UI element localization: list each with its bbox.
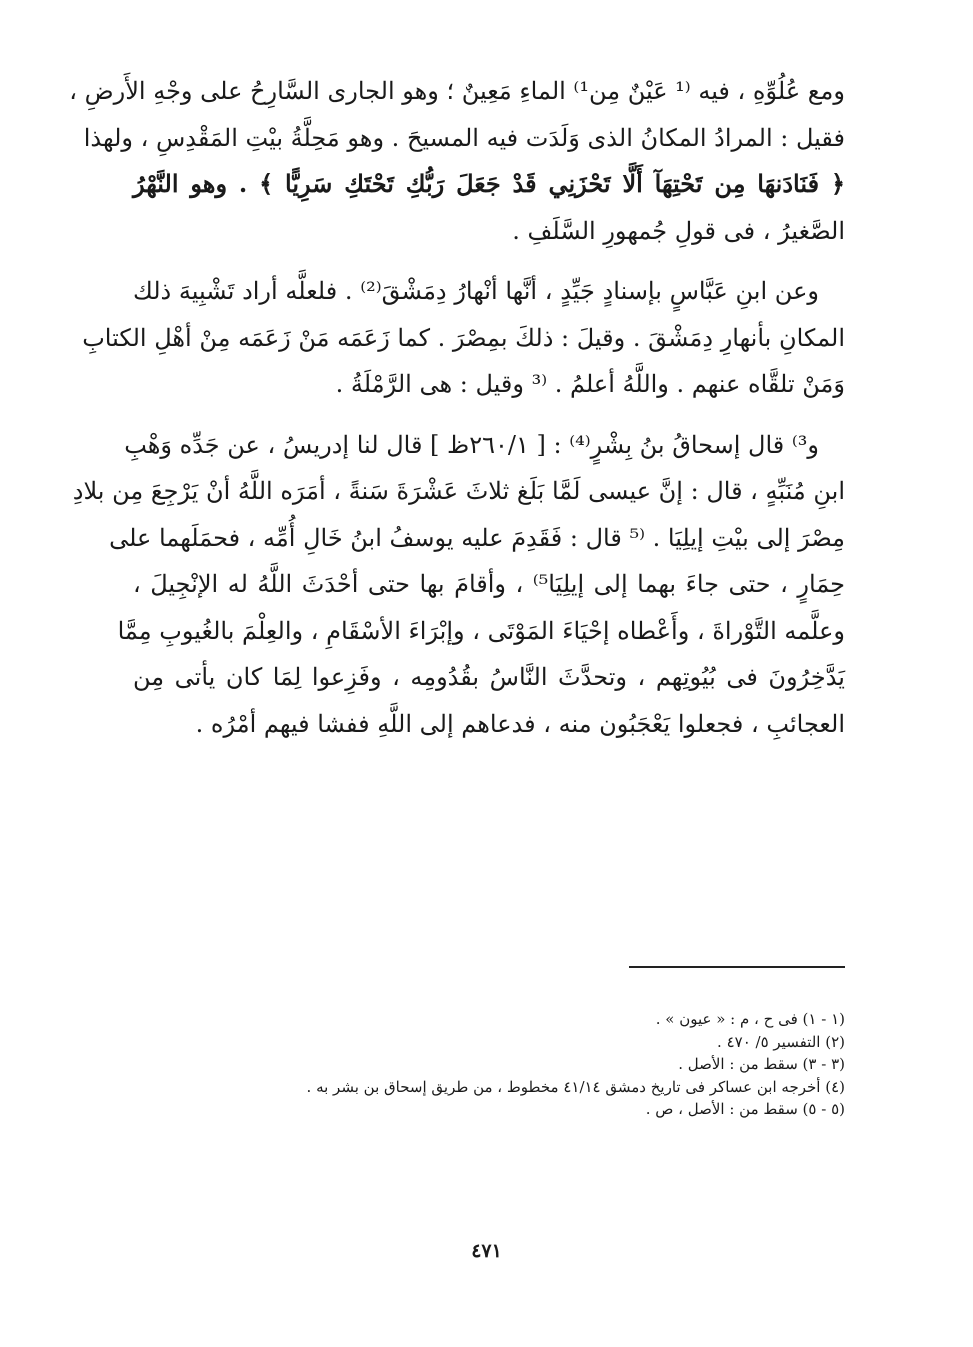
footnote-separator: [629, 966, 845, 968]
paragraph-2: [82, 268, 845, 408]
footnotes: [133, 1008, 845, 1121]
footnote-1: (١ - ١) فى ح ، م : « عيون » .: [655, 1010, 845, 1028]
text-line: وعلَّمه التَّوْراةَ ، وأَعْطاه إحْيَاءَ المَوْتَى ، وإبْرَاءَ الأسْقَامِ ، والعِلْمَ بالغُيوبِ مِمَّا: [117, 616, 845, 645]
text-line: حِمَارٍ ، حتى جاءَ بهما إلى إيلِيَا⁵⁾ ، وأقامَ بها حتى أحْدَثَ اللَّهُ له الإنْجِيلَ ،: [133, 570, 845, 598]
footnote-2: (٢) التفسير ٥/ ٤٧٠ .: [717, 1032, 845, 1051]
text-line: و³⁾ قال إسحاقُ بنُ بِشْرٍ⁽⁴⁾ : [ ٢٦٠/١ظ ] قال لنا إدريسُ ، عن جَدِّه وَهْبِ: [124, 430, 819, 459]
text-line: المكانِ بأنهارِ دِمَشْقَ . وقيلَ : ذلكَ بمِصْرَ . كما زَعَمَه مَنْ زَعَمَه مِنْ أهْلِ الكتابِ: [82, 323, 845, 352]
text-line: يَدَّخِرُونَ فى بُيُوتِهم ، وتحدَّثَ النَّاسُ بقُدُومِه ، وفَزِعوا لِمَا كان يأتى مِن: [133, 663, 845, 691]
paragraph-3: [72, 422, 845, 748]
text-line: فقيل : المرادُ المكانُ الذى وَلَدَت فيه المسيحَ . وهو مَحِلَّةُ بيْتِ المَقْدِسِ ، ولهذا: [83, 123, 845, 152]
paragraph-1: [69, 68, 845, 254]
text-line: العجائبِ ، فجعلوا يَعْجَبُون منه ، فدعاهم إلى اللَّهِ ففشا فيهم أمْرُه .: [195, 709, 845, 738]
text-line: مِصْرَ إلى بيْتِ إيلِيَا . ⁽⁵ قال : فَقَدِمَ عليه يوسفُ ابنُ خَالِ أُمِّه ، فحمَلَهما على: [109, 523, 845, 552]
main-text: [69, 68, 845, 761]
quran-verse-line: ﴿ فَنَادَنهَا مِن تَحْتِهَآ أَلَّا تَحْزَنِي قَدْ جَعَلَ رَبُّكِ تَحْتَكِ سَرِيًّا ﴾ . وهو النَّهْرُ: [133, 169, 845, 198]
text-line: وَمَنْ تلقَّاه عنهم . واللَّهُ أعلمُ . ⁽³ وقيل : هى الرَّمْلَةُ .: [335, 370, 845, 398]
text-line: ومع عُلُوِّهِ ، فيه ⁽¹ عَيْنٌ مِن¹⁾ الماءِ مَعِينٌ ؛ وهو الجارى السَّارِحُ على وجْهِ الأَرضِ ،: [69, 77, 845, 105]
text-line: الصَّغيرُ ، فى قولِ جُمهورِ السَّلَفِ .: [512, 216, 845, 245]
page-number: ٤٧١: [471, 1240, 502, 1262]
footnote-3: (٣ - ٣) سقط من : الأصل .: [678, 1055, 845, 1073]
footnote-4: (٤) أخرجه ابن عساكر فى تاريخ دمشق ٤١/١٤ مخطوط ، من طريق إسحاق بن بشر به .: [306, 1077, 845, 1096]
text-line: ابنِ مُنَبِّهٍ ، قال : إنَّ عيسى لَمَّا بَلَغ ثلاثَ عَشْرَةَ سَنةً ، أمَرَه اللَّهُ أنْ يَرْجِعَ مِن بلادِ: [72, 477, 845, 505]
text-line: وعن ابنِ عَبَّاسٍ بإسنادٍ جَيِّدٍ ، أنَّها أنْهارُ دِمَشْقَ⁽²⁾ . فلعلَّه أراد تَشْبِيهَ ذلك: [133, 277, 819, 305]
footnote-5: (٥ - ٥) سقط من : الأصل ، ص .: [645, 1100, 845, 1118]
